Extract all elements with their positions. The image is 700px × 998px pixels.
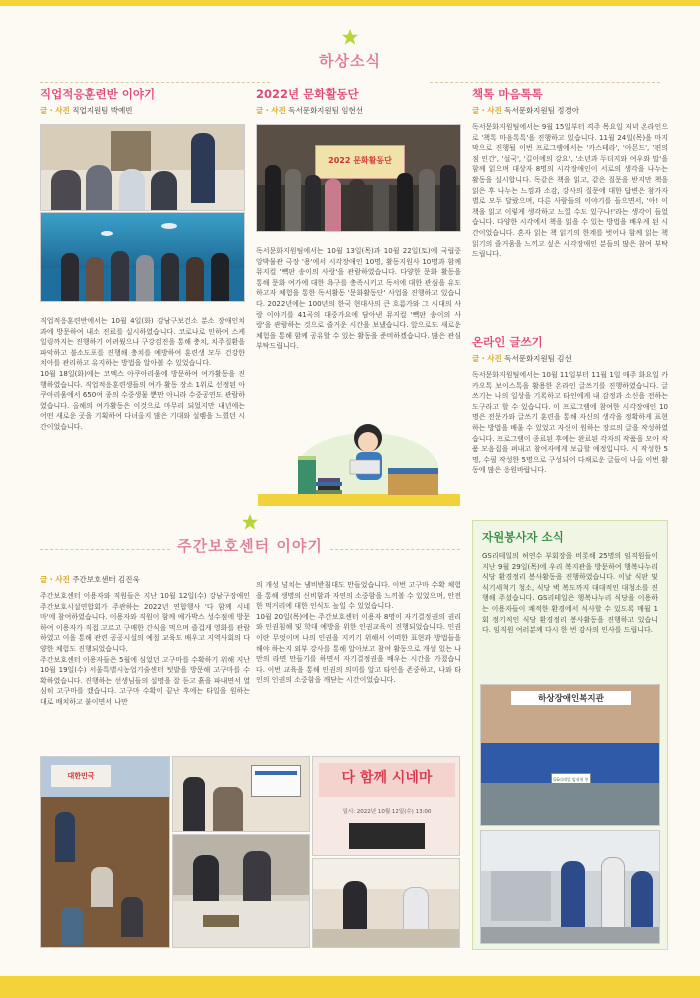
section-title: 하상소식 [319, 52, 381, 70]
photo-tile-craft [172, 834, 310, 948]
cinema-banner-text: 다 함께 시네마 [341, 770, 433, 786]
volunteer-body: GS리테일의 허연수 부회장을 비롯해 25명의 임직원들이 지난 9월 29일(목)에 우리 복지관을 방문하여 행복나누리 식당 환경정리 봉사활동을 진행하였습니다. 이날 식판 및 식기세척기 청소, 식당 벽 복도까지 대대적인 대청소를 진행해 주셨습니다. GS리테일은 행복나누리 식당을 이용하는 이용자들이 쾌적한 환경에서 식사할 수 있도록 매월 1회 정기적인 식당 환경정리 봉사활동을 진행하고 있습니다. 임직원 여러분께 다시 한 번 감사의 인사를 드립니다. [482, 552, 658, 635]
article-online-writing [472, 334, 668, 476]
article-culture-group [256, 86, 461, 122]
article-title: 2022년 문화활동단 [256, 87, 359, 101]
paragraph: 독서문화지원팀에서는 10월 11일부터 11월 1일 매주 화요일 카카오톡 보이스톡을 활용한 온라인 글쓰기를 진행하였습니다. 글쓰기는 나의 일상을 기록하고 타인에게 내 감정과 소신을 전하는 도구라고 할 수 있습니다. 이 프로그램에 참여한 시각장애인 10명은 전문가와 글쓰기 훈련을 통해 자신의 생각을 정확하게 표현하는 방법을 배울 수 있었고 자신이 원하는 장르의 글을 작성하였습니다. 프로그램이 종료된 후에는 완료된 각자의 작품을 모아 작품 모음집을 펴내고 참여자에게 보급할 예정입니다. 시 작성한 5명, 수필 작성한 5명으로 구성되어 다채로운 글들이 나올 이번 활동에 많은 응원바랍니다. [472, 371, 668, 475]
article-byline: 글 · 사진 독서문화지원팀 김선 [472, 354, 572, 363]
star-icon [341, 28, 359, 46]
article-day-care [40, 574, 250, 708]
day-care-divider-right [330, 549, 460, 550]
cinema-poster-text: 일시: 2022년 10월 12일(수) 13:00 [342, 809, 432, 815]
volunteer-banner: GS리테일 임직원 봉 [553, 777, 589, 782]
paragraph: 10월 18일(화)에는 코엑스 아쿠아리움에 방문하여 여가활동을 진행하였습니다. 직업적응훈련생들의 여가 활동 장소 1위로 선정된 아쿠아리움에서 650여 종의 수중생물 뿐만 아니라 수중공연도 관람하였습니다. 올해의 여가활동은 이것으로 마무리 되었지만 내년에는 어떤 새로운 곳을 기획하여 다녀올지 많은 기대와 설렘을 느꼈던 시간이었습니다. [40, 369, 245, 431]
photo-ramen-making [312, 858, 460, 948]
section-divider-left [40, 82, 270, 83]
photo-dental-clinic [40, 124, 245, 211]
article-body [472, 370, 668, 476]
star-icon [241, 513, 259, 531]
banner-text: 2022 문화활동단 [328, 156, 392, 165]
article-book-talk [472, 86, 668, 260]
article-title: 책톡 마음톡톡 [472, 87, 543, 101]
article-byline: 글 · 사진 독서문화지원팀 정경아 [472, 106, 580, 115]
photo-sweet-potato-field [40, 756, 170, 948]
day-care-divider-left [40, 549, 170, 550]
paragraph: 주간보호센터 이용자들은 5월에 심었던 고구마를 수확하기 위해 지난 10월 19일(수) 서울특별시농업기술센터 텃밭을 방문해 고구마를 수확하였습니다. 진행하는 선생님들의 설명을 잘 듣고 흙을 파내면서 열심히 고구마를 캤습니다. 고구마 수확이 끝난 후에는 타일을 원하는 대로 배치하고 붙이면서 나만 [40, 655, 250, 706]
article-body-right [256, 580, 461, 686]
paragraph: 직업적응훈련반에서는 10월 4일(화) 강남구보건소 분소 장애인치과에 방문하여 내소 진료를 실시하였습니다. 코로나로 인하여 스케일링까지는 진행하기 어려웠으나 구강검진을 통해 충치, 치주질환을 파악하고 불소도포를 진행해 충치를 예방하여 훈련생 모두 건강한 치아를 관리하고 유지하는 방법을 알아볼 수 있었습니다. [40, 317, 245, 368]
photo-volunteer-group [480, 684, 660, 826]
bottom-accent-bar [0, 976, 700, 998]
photo-aquarium [40, 212, 245, 302]
photo-class-screen [172, 756, 310, 832]
article-byline: 글 · 사진 독서문화지원팀 임현선 [256, 106, 364, 115]
paragraph: 주간보호센터 이용자와 직원들은 지난 10월 12일(수) 강남구장애인주간보호시설연합회가 주관하는 2022년 연합행사 '다 함께 시네마'에 참여하였습니다. 이용자와 직원이 함께 예가박스 성수점에 방문하여 이용자가 직접 고르고 구매한 간식을 먹으며 즐겁게 영화를 관람하였고 이을 통해 관련 공공시설의 예절 교육도 배우고 지역사회의 다양한 체험도 진행되었습니다. [40, 592, 250, 653]
reading-woman-illustration [258, 418, 460, 506]
section-divider-right [430, 82, 660, 83]
article-body [256, 246, 461, 352]
paragraph: 독서문화지원팀에서는 10월 13일(목)과 10월 22일(토)에 국립중앙박물관 극장 '용'에서 시각장애인 10명, 활동지원사 10명과 함께 뮤지컬 '빽판 송이의 사랑'을 관람하였습니다. 다양한 문화 활동을 통해 문화 여가에 대한 욕구를 충족시키고 독서에 대한 관심을 유도하고자 체험을 통한 독서활동 '문화활동단' 사업을 진행하고 있습니다. 2022년에는 100년의 한국 현대사의 큰 흐름가와 그 시대의 사랑 이야기를 41곡의 대중가요에 담아낸 뮤지컬 '빽판 송이의 사랑'을 관람하는 것으로 즐거운 시간을 보냈습니다. 앞으로도 새로운 체험을 통해 함께 공유할 수 있는 활동을 준비하겠습니다. 많은 관심 부탁드립니다. [256, 247, 461, 351]
paragraph: 독서문화지원팀에서는 9월 15일부터 격주 목요일 저녁 온라인으로 '책톡 마음톡톡'을 진행하고 있습니다. 11월 24일(목)을 마지막으로 진행될 이번 프로그램에서는 '카스테라', '아몬드', '편의점 인간', '설국', '길이에의 강요', '소년과 두더지와 여우와 말'을 함께 읽으며 대상자 8명의 시각장애인이 서로의 생각을 나누는 활동을 실시합니다. 독같은 책을 읽고, 같은 질문을 받지만 책을 읽은 후 나누는 느낌과 소감, 강사의 질문에 대한 답변은 참가자별로 모두 달랐으며, 다른 사람들의 이야기를 들으면서, '아! 이 책을 읽고 이렇게 생각하고 느낄 수도 있구나!'라는 생각이 들었습니다. 다양한 시각에서 책을 읽을 수 있는 방법을 배우게 된 시간이었습니다. 혼자 읽는 책 읽기의 한계를 벗어나 함께 읽는 책 읽기의 즐거움을 느끼고 싶은 시각장애인 분들의 많은 참여 부탁드립니다. [472, 123, 668, 259]
building-sign: 하상장애인복지관 [538, 694, 604, 704]
article-job-training [40, 86, 245, 122]
article-body [472, 122, 668, 260]
article-byline: 글 · 사진 주간보호센터 김진욱 [40, 575, 140, 584]
photo-culture-group [256, 124, 461, 232]
volunteer-title: 자원봉사자 소식 [482, 530, 564, 544]
photo-kitchen-cleaning [480, 830, 660, 944]
photo-cinema-poster [312, 756, 460, 856]
paragraph: 의 개성 넘치는 냄비받침대도 만들었습니다. 이번 고구마 수확 체험을 통해 생명의 신비함과 자연의 소중함을 느끼볼 수 있었으며, 안전한 먹거리에 대한 인식도 높일 수 있었습니다. [256, 581, 461, 611]
paragraph: 10월 20일(목)에는 주간보호센터 이용자 8명이 자기결정권의 권리와 인권침해 및 학대 예방을 위한 인권교육이 진행되었습니다. 인권이란 무엇이며 나의 인권을 지키기 위해서 어떠한 표현과 방법들을 해야 하는지 외부 강사를 통해 알아보고 참여 활동으로 개성 있는 나만의 라면 만들기를 하면서 자기결정권을 배우는 시간을 가졌습니다. 이번 교육을 통해 인권의 의미를 알고 타인을 존중하고, 나와 타인의 인권의 소중함을 깨닫는 시간이었습니다. [256, 612, 461, 685]
station-sign: 대한민국 [67, 772, 95, 780]
section-header [0, 28, 700, 71]
top-accent-bar [0, 0, 700, 6]
article-title: 온라인 글쓰기 [472, 335, 543, 349]
article-byline: 글 · 사진 직업지원팀 박예빈 [40, 106, 133, 115]
article-title: 직업적응훈련반 이야기 [40, 87, 156, 101]
article-body-left [40, 591, 250, 708]
article-body [40, 316, 245, 433]
day-care-title: 주간보호센터 이야기 [177, 537, 323, 555]
